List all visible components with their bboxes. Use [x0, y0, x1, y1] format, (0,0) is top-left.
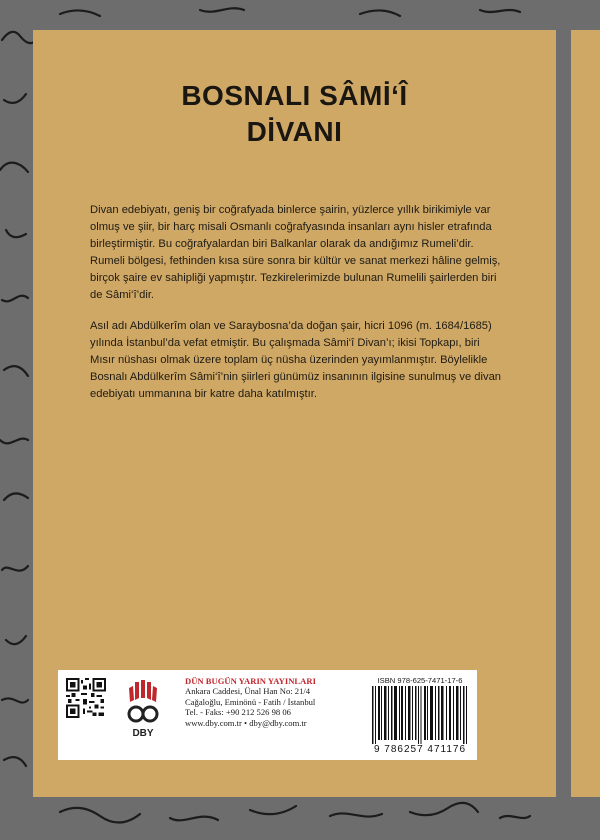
publisher-name: DÜN BUGÜN YARIN YAYINLARI: [185, 676, 316, 686]
blurb: [90, 202, 505, 417]
publisher-info-box: [58, 670, 477, 760]
publisher-web: www.dby.com.tr • dby@dby.com.tr: [185, 717, 307, 728]
blurb-paragraph-2: Asıl adı Abdülkerîm olan ve Saraybosna’da doğan şair, hicri 1096 (m. 1684/1685) yılında İstanbul’da vefat etmiştir. Bu çalışmada Sâmi‘î Divan’ı; ikisi Topkapı, biri Mısır nüshası olmak üzere toplam üç nüsha üzerinden yayımlanmıştır. Böylelikle Bosnalı Abdülkerîm Sâmi‘î’nin şiirleri günümüz insanının ilgisine sunulmuş ve divan edebiyatı ummanına bir katre daha katılmıştır.: [90, 320, 502, 400]
isbn-label: ISBN 978-625-7471-17-6: [377, 676, 463, 685]
publisher-logo-icon: [123, 678, 163, 744]
barcode-digits: 9 786257 471176: [373, 744, 467, 755]
publisher-phone: Tel. - Faks: +90 212 526 98 06: [185, 707, 291, 718]
adjacent-cover-edge: [571, 30, 600, 797]
title-line-1: BOSNALI SÂMİ‘Î: [181, 80, 408, 111]
blurb-paragraph-1: Divan edebiyatı, geniş bir coğrafyada binlerce şairin, yüzlerce yıllık birikimiyle var olmuş ve şiir, bir harç misali Osmanlı coğrafyasında insanları aynı hisler etrafında birleştirmiştir. Bu coğrafyalardan biri Balkanlar olarak da andığımız Rumeli’dir. Rumeli bölgesi, fethinden kısa süre sonra bir kültür ve sanat merkezi hâline gelmiş, birçok şaire ev sahipliği yapmıştır. Tezkirelerimizde bulunan Rumelili şairlerden biri de Sâmi‘î’dir.: [90, 204, 501, 301]
barcode-icon: [368, 686, 472, 744]
publisher-details: [185, 676, 365, 728]
publisher-address-2: Cağaloğlu, Eminönü - Fatih / İstanbul: [185, 696, 316, 707]
qr-code-icon: [66, 678, 106, 718]
logo-text: DBY: [132, 728, 154, 739]
title-line-2: DİVANI: [246, 116, 343, 147]
publisher-address-1: Ankara Caddesi, Ünal Han No: 21/4: [185, 686, 311, 697]
book-title: [33, 78, 556, 150]
